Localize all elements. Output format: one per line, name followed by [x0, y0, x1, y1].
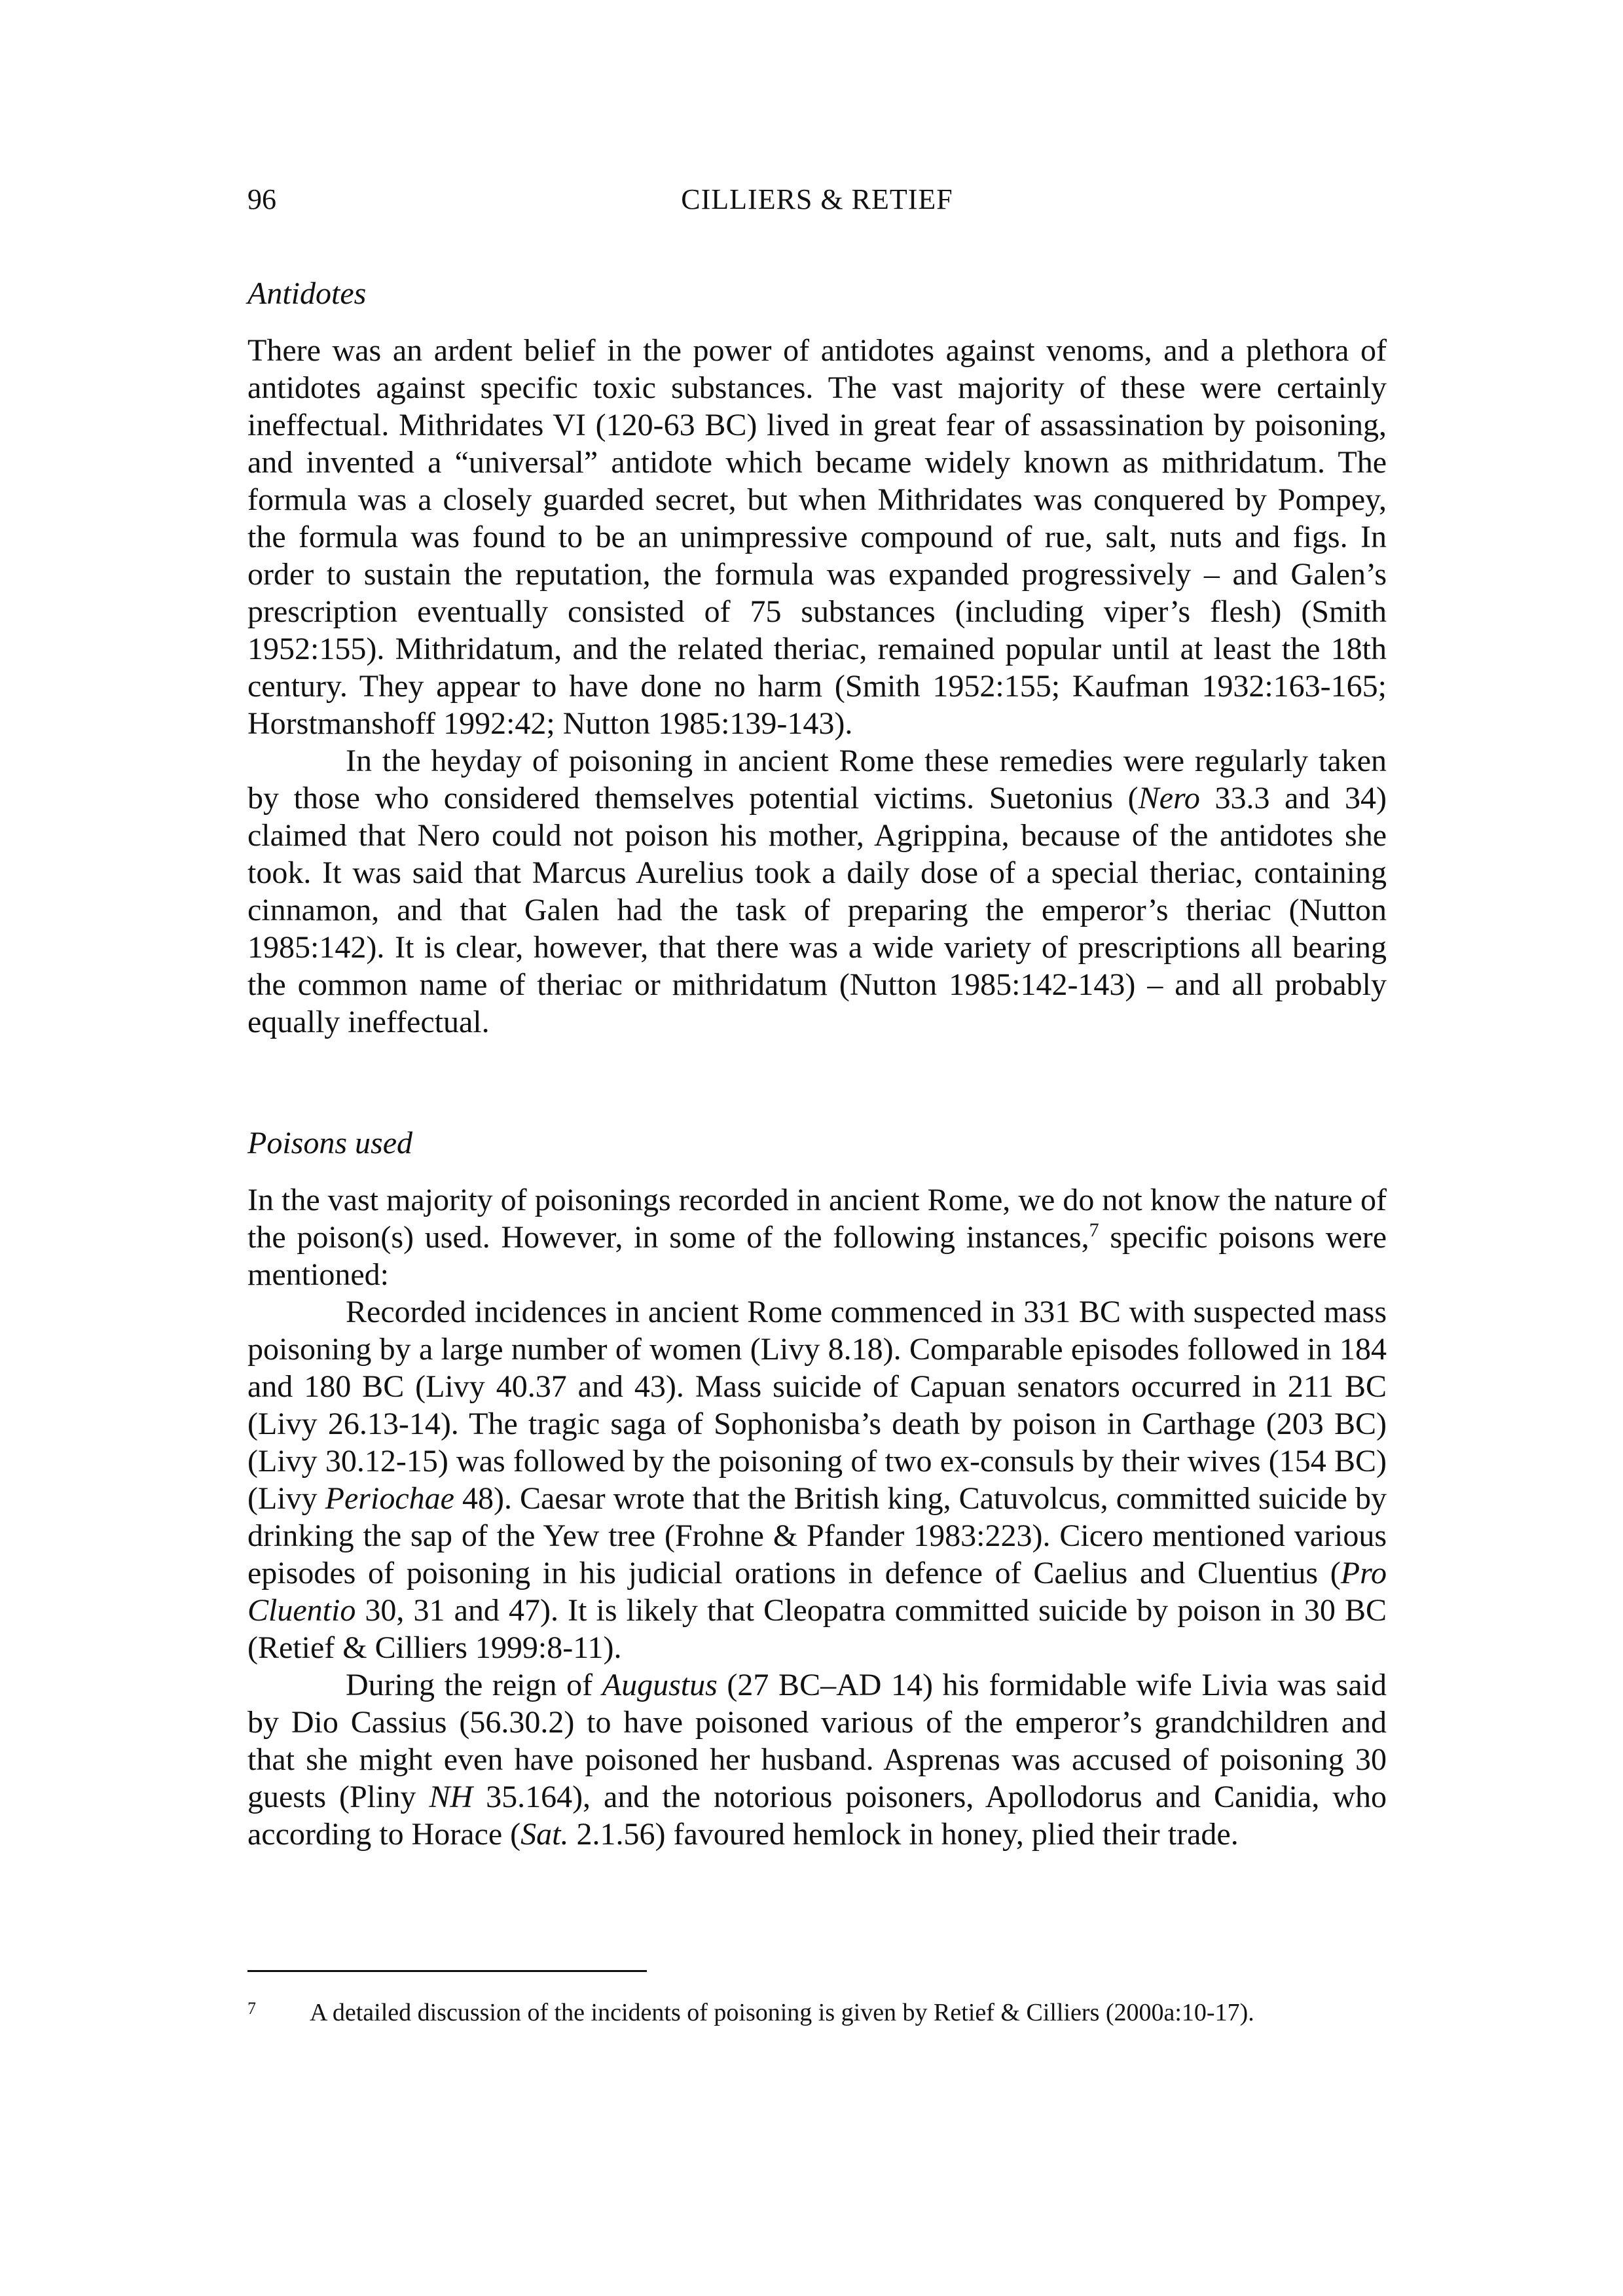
poisons-p2-text-a: Recorded incidences in ancient Rome commenced in 331 BC with suspected mass poisoning by a large number of women (Livy 8.18). Comparable episodes followed in 184 and 180 BC (Livy 40.37 and 43). Mass suicide of Capuan senators occurred in 211 BC (Livy 26.13-14). The tragic saga of Sophonisba’s death by poison in Carthage (203 BC) (Livy 30.12-15) was followed by the poisoning of two ex-consuls by their wives (154 BC) (Livy: [247, 1295, 1387, 1516]
poisons-p2-text-b: 48). Caesar wrote that the British king, Catuvolcus, committed suicide by drinking the sap of the Yew tree (Frohne & Pfander 1983:223). Cicero mentioned various episodes of poisoning in his judicial orations in defence of Caelius and Cluentius (: [247, 1481, 1387, 1590]
antidotes-paragraph-1: There was an ardent belief in the power of antidotes against venoms, and a plethora of antidotes against specific toxic substances. The vast majority of these were certainly ineffectual. Mithridates VI (120-63 BC) lived in great fear of assassination by poisoning, and invented a “universal” antidote which became widely known as mithridatum. The formula was a closely guarded secret, but when Mithridates was conquered by Pompey, the formula was found to be an unimpressive compound of rue, salt, nuts and figs. In order to sustain the reputation, the formula was expanded progressively – and Galen’s prescription eventually consisted of 75 substances (including viper’s flesh) (Smith 1952:155). Mithridatum, and the related theriac, remained popular until at least the 18th century. They appear to have done no harm (Smith 1952:155; Kaufman 1932:163-165; Horstmanshoff 1992:42; Nutton 1985:139-143).: [247, 333, 1387, 741]
poisons-p3-text-c: 35.164), and the notorious poisoners, Apollodorus and Canidia, who according to Horace (: [247, 1780, 1387, 1852]
poisons-p2-text-c: 30, 31 and 47). It is likely that Cleopatra committed suicide by poison in 30 BC (Retief & Cilliers 1999:8-11).: [247, 1593, 1387, 1665]
antidotes-paragraph-2: [247, 742, 1387, 1041]
section-heading-antidotes: Antidotes: [247, 276, 367, 311]
footnote-text: A detailed discussion of the incidents of poisoning is given by Retief & Cilliers (2000a:10-17).: [310, 1999, 1254, 2026]
footnote-reference-7[interactable]: 7: [1089, 1219, 1099, 1241]
poisons-p3-text-d: 2.1.56) favoured hemlock in honey, plied their trade.: [568, 1817, 1239, 1852]
poisons-paragraph-2: [247, 1293, 1387, 1666]
page-header: [247, 177, 1387, 223]
page-number: 96: [247, 183, 276, 215]
poisons-p1-text-b: specific poisons were mentioned:: [247, 1220, 1387, 1292]
citation-sat: Sat.: [520, 1817, 569, 1852]
section-antidotes: [247, 275, 1387, 1041]
poisons-paragraph-1: [247, 1181, 1387, 1293]
running-head: CILLIERS & RETIEF: [681, 183, 953, 215]
citation-periochae: Periochae: [325, 1481, 454, 1516]
footnote-divider: [247, 1970, 647, 1972]
citation-nh: NH: [429, 1780, 473, 1814]
section-poisons-used: [247, 1124, 1387, 1853]
poisons-paragraph-3: [247, 1666, 1387, 1853]
antidotes-p2-text-a: In the heyday of poisoning in ancient Rome these remedies were regularly taken by those who considered themselves potential victims. Suetonius (: [247, 744, 1387, 816]
poisons-p3-text-a: During the reign of: [346, 1668, 602, 1702]
citation-pro-cluentio: Pro Cluentio: [247, 1556, 1387, 1628]
poisons-p3-text-b: (27 BC–AD 14) his formidable wife Livia was said by Dio Cassius (56.30.2) to have poisoned various of the emperor’s grandchildren and that she might even have poisoned her husband. Asprenas was accused of poisoning 30 guests (Pliny: [247, 1668, 1387, 1814]
footnote-mark: 7: [247, 1999, 256, 2018]
antidotes-p2-text-b: 33.3 and 34) claimed that Nero could not poison his mother, Agrippina, because of the antidotes she took. It was said that Marcus Aurelius took a daily dose of a special theriac, containing cinnamon, and that Galen had the task of preparing the emperor’s theriac (Nutton 1985:142). It is clear, however, that there was a wide variety of prescriptions all bearing the common name of theriac or mithridatum (Nutton 1985:142-143) – and all probably equally ineffectual.: [247, 781, 1387, 1039]
name-augustus: Augustus: [602, 1668, 718, 1702]
poisons-p1-text-a: In the vast majority of poisonings recorded in ancient Rome, we do not know the nature of the poison(s) used. However, in some of the following instances,: [247, 1183, 1387, 1255]
citation-nero: Nero: [1138, 781, 1200, 816]
section-heading-poisons-used: Poisons used: [247, 1126, 412, 1160]
